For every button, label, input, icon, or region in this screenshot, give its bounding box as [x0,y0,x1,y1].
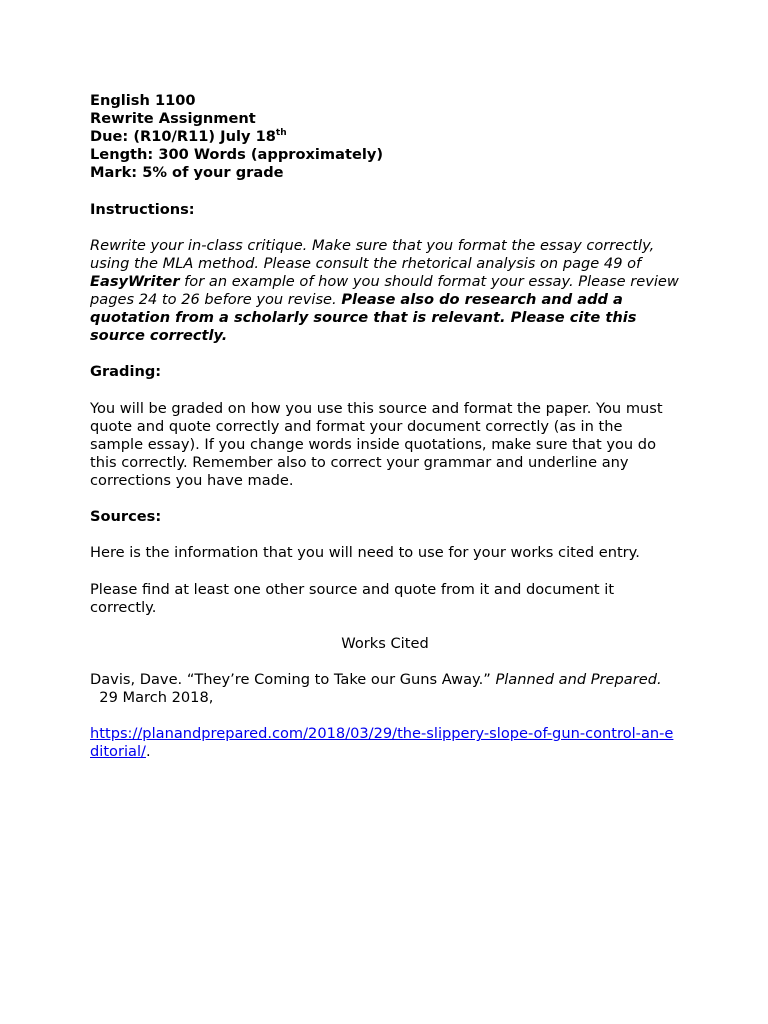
instructions-heading: Instructions: [90,200,195,218]
due-date-text: Due: (R10/R11) July 18 [90,128,276,146]
entry-date: 29 March 2018, [90,689,214,707]
easywriter-title: EasyWriter [90,272,180,290]
due-date [90,128,680,146]
entry-publication: Planned and Prepared. [495,671,662,688]
works-cited-url-line [90,725,680,761]
entry-author-title: Davis, Dave. “They’re Coming to Take our Guns Away.” [90,671,496,688]
assignment-title: Rewrite Assignment [90,110,256,128]
mark-value: Mark: 5% of your grade [90,164,284,182]
source-url-link[interactable]: https://planandprepared.com/2018/03/29/the-slippery-slope-of-gun-control-an-editorial/ [90,725,674,761]
grading-text: You will be graded on how you use this source and format the paper. You must quote and quote correctly and format your document correctly (as in the sample essay). If you change words inside quotations, make sure that you do this correctly. Remember also to correct your grammar and underline any corrections you have made. [90,399,663,489]
grading-heading: Grading: [90,363,162,381]
sources-heading: Sources: [90,508,162,526]
sources-text-1: Here is the information that you will need to use for your works cited entry. [90,544,640,562]
sources-text-2: Please find at least one other source and quote from it and document it correctly. [90,580,615,616]
instructions-part2: for an example of how you should format your essay. Please review pages 24 to 26 before you revise. [90,272,679,309]
instructions-part1: Rewrite your in-class critique. Make sure that you format the essay correctly, using the MLA method. Please consult the rhetorical analysis on page 49 of [90,236,655,272]
instructions-emphasis: Please also do research and add a quotation from a scholarly source that is relevant. Please cite this source correctly. [90,291,637,345]
length-requirement: Length: 300 Words (approximately) [90,146,384,164]
document-page [90,92,680,761]
works-cited-entry [90,671,680,707]
works-cited-heading: Works Cited [341,634,429,652]
course-title: English 1100 [90,92,196,109]
instructions-text [90,237,680,346]
url-period: . [145,743,151,761]
due-date-ordinal: th [275,128,287,139]
